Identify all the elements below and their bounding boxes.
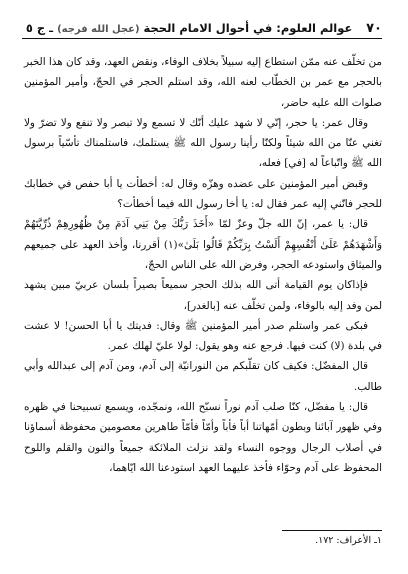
paragraph: قال: يا مفضّل، كنّا صلب آدم نوراً نسبّح الله، ونمجّده، ويسمع تسبيحنا في ظهره وفي ظهور آبائنا وبطون أمّهاتنا أباً فأباً وأمّاً فأمّاً طاهرين معصومين محفوظة أسماؤنا في أصلاب الرجال ووجوه النساء ولقد نزلت الملائكة جميعاً والنون والقلم واللوح المحفوظ على آدم وحوّاء فأخذ عليهما العهد استودعنا الله ايّاهما، <box>24 401 382 474</box>
paragraph: فإذاكان يوم القيامة أتى الله بذلك الحجر سميعاً بصيراً بلسان عربيّ مبين يشهد لمن وفد إليه بالوفاء، ولمن تخلّف عنه [بالغدر]، <box>24 279 382 312</box>
page-number: ٧٠ <box>366 20 382 36</box>
main-text <box>24 52 382 478</box>
honorific-seal: (عجل الله فرجه) <box>57 24 140 35</box>
paragraph: وقال عمر: يا حجر، إنّي لا شهد عليك أنّك لا تسمع ولا تبصر ولا تنفع ولا تضرّ ولا تغني عنّا من الله شيئاً ولكنّا رأينا رسول الله ﷺ يستلمك، فاستلمناك تأسّياً برسول الله ﷺ واتّباعاً له [في] فعله، <box>24 116 382 170</box>
running-title-text: عوالم العلوم: في أحوال الامام الحجة <box>143 21 353 35</box>
paragraph: فبكى عمر واستلم صدر أمير المؤمنين ﷺ وقال: فديتك يا أبا الحسن! لا عشت في بلدة (لا) كنت فيها. فرجع عنه وهو يقول: لولا عليّ لهلك عمر. <box>24 319 382 353</box>
page-header <box>22 18 382 39</box>
paragraph: من تخلّف عنه ممّن استطاع إليه سبيلاً بخلاف الوفاء، ونقض العهد، وقد كان هذا الخبر بالحجر مع عمر بن الخطّاب لعنه الله، وقد استلم الحجر في الحجّ، وأمير المؤمنين صلوات الله عليه حاضر، <box>23 56 382 109</box>
footnote-divider <box>282 530 382 531</box>
paragraph: قال المفضّل: فكيف كان تقلّبكم من النورانيّة إلى آدم، ومن آدم إلى عبدالله وأبي طالب. <box>24 360 382 393</box>
running-title <box>22 21 356 35</box>
paragraph: قال: يا عمر، إنّ الله جلّ وعزّ لمّا «أَخَذَ رَبُّكَ مِنْ بَنِي آدَمَ مِنْ ظُهُورِهِمْ ذُرِّيَّتَهُمْ وَأَشْهَدَهُمْ عَلَىٰ أَنْفُسِهِمْ أَلَسْتُ بِرَبِّكُمْ قَالُوا بَلَىٰ»(١) أقررنا، وأخذ العهد على جميعهم والميثاق واستودعه الحجر، وفرض الله على الناس الحجّ، <box>24 218 382 271</box>
volume-label: ـ ج ٥ <box>25 21 54 35</box>
footnote: ١ـ الأعراف: ١٧٢. <box>315 535 382 546</box>
paragraph: وقبض أمير المؤمنين على عضده وهزّه وقال له: أخطأت يا أبا حفص في خطابك للحجر فانّني إليه عمر فقال له: يا أخا رسول الله فيما أخطأت؟ <box>24 177 382 211</box>
